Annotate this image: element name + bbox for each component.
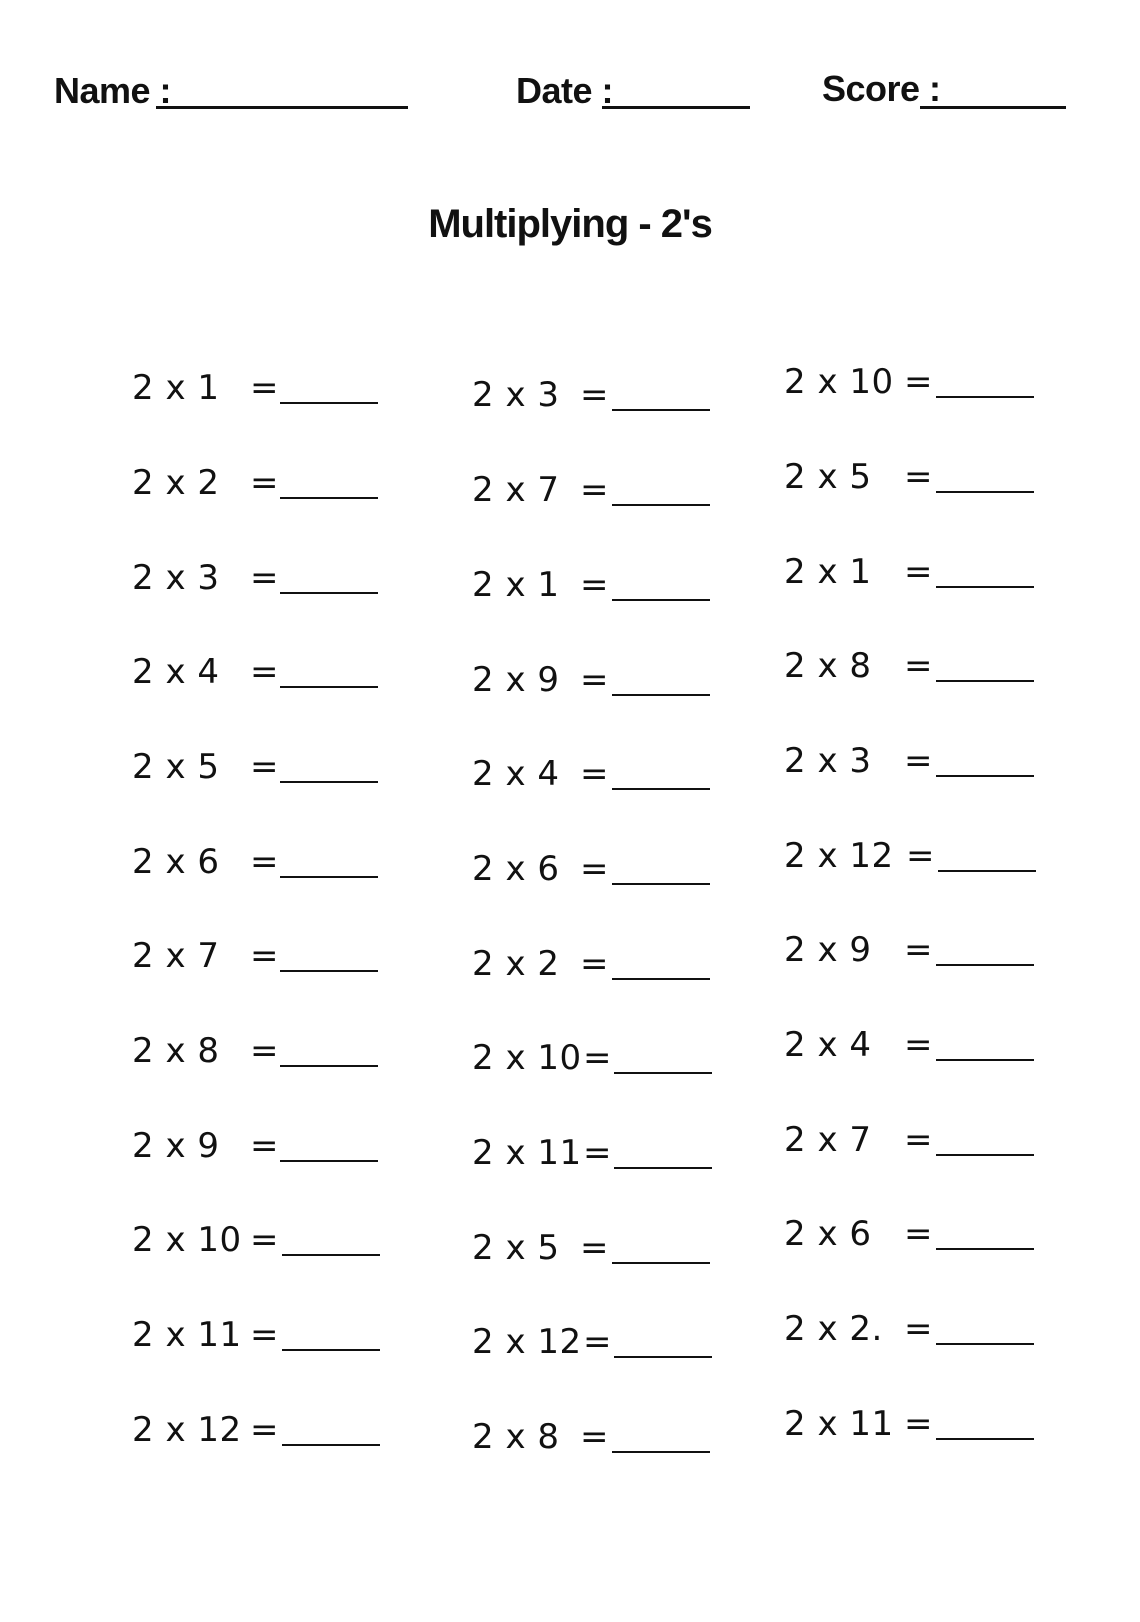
problem-item	[132, 558, 432, 608]
answer-blank[interactable]	[936, 1059, 1034, 1061]
answer-blank[interactable]	[280, 876, 378, 878]
problem-item	[784, 362, 1084, 412]
problem-item	[132, 1410, 432, 1460]
answer-blank[interactable]	[282, 1349, 380, 1351]
answer-blank[interactable]	[612, 978, 710, 980]
problem-expression: 2 x 4	[784, 1025, 872, 1065]
equals-sign: =	[250, 1410, 279, 1450]
answer-blank[interactable]	[936, 1154, 1034, 1156]
answer-blank[interactable]	[280, 781, 378, 783]
equals-sign: =	[904, 1025, 933, 1065]
problem-expression: 2 x 11	[784, 1404, 894, 1444]
equals-sign: =	[580, 375, 609, 415]
problem-column-3	[784, 0, 1084, 1622]
problem-expression: 2 x 6	[472, 849, 560, 889]
problem-expression: 2 x 7	[472, 470, 560, 510]
problem-expression: 2 x 11	[132, 1315, 242, 1355]
equals-sign: =	[250, 936, 279, 976]
problem-item	[472, 375, 772, 425]
problem-expression: 2 x 3	[132, 558, 220, 598]
problem-item	[472, 1417, 772, 1467]
answer-blank[interactable]	[614, 1356, 712, 1358]
equals-sign: =	[250, 558, 279, 598]
equals-sign: =	[904, 741, 933, 781]
answer-blank[interactable]	[280, 970, 378, 972]
problem-item	[784, 836, 1084, 886]
problem-item	[472, 565, 772, 615]
equals-sign: =	[904, 1404, 933, 1444]
answer-blank[interactable]	[936, 1343, 1034, 1345]
problem-item	[784, 1309, 1084, 1359]
problem-expression: 2 x 12	[784, 836, 894, 876]
answer-blank[interactable]	[936, 1248, 1034, 1250]
answer-blank[interactable]	[936, 1438, 1034, 1440]
problem-expression: 2 x 10	[784, 362, 894, 402]
equals-sign: =	[906, 836, 935, 876]
worksheet-title: Multiplying - 2's	[428, 202, 712, 246]
problem-expression: 2 x 7	[132, 936, 220, 976]
problem-expression: 2 x 9	[784, 930, 872, 970]
equals-sign: =	[580, 754, 609, 794]
problem-item	[132, 1220, 432, 1270]
answer-blank[interactable]	[612, 599, 710, 601]
answer-blank[interactable]	[280, 402, 378, 404]
problem-item	[472, 470, 772, 520]
answer-blank[interactable]	[936, 491, 1034, 493]
answer-blank[interactable]	[612, 788, 710, 790]
equals-sign: =	[580, 660, 609, 700]
equals-sign: =	[250, 1315, 279, 1355]
problem-expression: 2 x 11	[472, 1133, 582, 1173]
equals-sign: =	[250, 842, 279, 882]
answer-blank[interactable]	[612, 694, 710, 696]
equals-sign: =	[250, 652, 279, 692]
equals-sign: =	[580, 944, 609, 984]
problem-expression: 2 x 9	[472, 660, 560, 700]
answer-blank[interactable]	[614, 1072, 712, 1074]
problem-expression: 2 x 2	[132, 463, 220, 503]
problem-item	[132, 1315, 432, 1365]
answer-blank[interactable]	[936, 396, 1034, 398]
problem-item	[132, 842, 432, 892]
problem-item	[472, 1038, 772, 1088]
problem-expression: 2 x 6	[784, 1214, 872, 1254]
problem-expression: 2 x 3	[472, 375, 560, 415]
equals-sign: =	[250, 1220, 279, 1260]
problem-item	[472, 849, 772, 899]
problem-item	[784, 1025, 1084, 1075]
problem-expression: 2 x 7	[784, 1120, 872, 1160]
equals-sign: =	[580, 470, 609, 510]
problem-item	[784, 457, 1084, 507]
problem-expression: 2 x 5	[472, 1228, 560, 1268]
equals-sign: =	[250, 368, 279, 408]
equals-sign: =	[904, 930, 933, 970]
equals-sign: =	[904, 1309, 933, 1349]
equals-sign: =	[250, 747, 279, 787]
problem-item	[784, 646, 1084, 696]
answer-blank[interactable]	[612, 1262, 710, 1264]
equals-sign: =	[583, 1322, 612, 1362]
answer-blank[interactable]	[282, 1444, 380, 1446]
equals-sign: =	[904, 362, 933, 402]
problem-item	[784, 741, 1084, 791]
problem-expression: 2 x 10	[472, 1038, 582, 1078]
answer-blank[interactable]	[614, 1167, 712, 1169]
equals-sign: =	[250, 463, 279, 503]
problem-item	[132, 747, 432, 797]
problem-expression: 2 x 1	[132, 368, 220, 408]
date-label: Date :	[516, 70, 614, 111]
problem-item	[472, 1228, 772, 1278]
answer-blank[interactable]	[280, 592, 378, 594]
name-label: Name :	[54, 70, 172, 111]
problem-expression: 2 x 8	[472, 1417, 560, 1457]
problem-item	[784, 930, 1084, 980]
equals-sign: =	[250, 1126, 279, 1166]
problem-item	[132, 1126, 432, 1176]
equals-sign: =	[250, 1031, 279, 1071]
problem-expression: 2 x 8	[132, 1031, 220, 1071]
problem-item	[472, 660, 772, 710]
problem-expression: 2 x 3	[784, 741, 872, 781]
answer-blank[interactable]	[612, 504, 710, 506]
problem-expression: 2 x 6	[132, 842, 220, 882]
problem-expression: 2 x 4	[132, 652, 220, 692]
problem-expression: 2 x 9	[132, 1126, 220, 1166]
answer-blank[interactable]	[612, 1451, 710, 1453]
problem-expression: 2 x 12	[472, 1322, 582, 1362]
problem-expression: 2 x 1	[784, 552, 872, 592]
problem-item	[132, 652, 432, 702]
problem-item	[784, 1404, 1084, 1454]
problem-item	[472, 944, 772, 994]
problem-expression: 2 x 10	[132, 1220, 242, 1260]
problem-expression: 2 x 4	[472, 754, 560, 794]
problem-expression: 2 x 12	[132, 1410, 242, 1450]
equals-sign: =	[904, 1120, 933, 1160]
answer-blank[interactable]	[936, 964, 1034, 966]
problem-column-1	[132, 0, 432, 1622]
score-label: Score :	[822, 68, 941, 109]
answer-blank[interactable]	[282, 1254, 380, 1256]
equals-sign: =	[904, 552, 933, 592]
problem-item	[784, 552, 1084, 602]
problem-item	[472, 1322, 772, 1372]
answer-blank[interactable]	[280, 1065, 378, 1067]
answer-blank[interactable]	[280, 686, 378, 688]
answer-blank[interactable]	[280, 1160, 378, 1162]
problem-item	[472, 754, 772, 804]
answer-blank[interactable]	[612, 883, 710, 885]
equals-sign: =	[580, 1417, 609, 1457]
equals-sign: =	[904, 646, 933, 686]
equals-sign: =	[583, 1133, 612, 1173]
answer-blank[interactable]	[612, 409, 710, 411]
equals-sign: =	[580, 565, 609, 605]
answer-blank[interactable]	[280, 497, 378, 499]
problem-item	[132, 936, 432, 986]
problem-item	[132, 368, 432, 418]
equals-sign: =	[580, 1228, 609, 1268]
equals-sign: =	[904, 457, 933, 497]
problem-expression: 2 x 8	[784, 646, 872, 686]
answer-blank[interactable]	[936, 680, 1034, 682]
problem-item	[472, 1133, 772, 1183]
problem-expression: 2 x 5	[784, 457, 872, 497]
answer-blank[interactable]	[938, 870, 1036, 872]
problem-expression: 2 x 5	[132, 747, 220, 787]
problem-item	[784, 1214, 1084, 1264]
equals-sign: =	[583, 1038, 612, 1078]
problem-expression: 2 x 1	[472, 565, 560, 605]
problem-expression: 2 x 2.	[784, 1309, 883, 1349]
problem-item	[784, 1120, 1084, 1170]
problem-column-2	[472, 0, 772, 1622]
problem-item	[132, 463, 432, 513]
equals-sign: =	[580, 849, 609, 889]
answer-blank[interactable]	[936, 775, 1034, 777]
problem-item	[132, 1031, 432, 1081]
equals-sign: =	[904, 1214, 933, 1254]
answer-blank[interactable]	[936, 586, 1034, 588]
problem-expression: 2 x 2	[472, 944, 560, 984]
